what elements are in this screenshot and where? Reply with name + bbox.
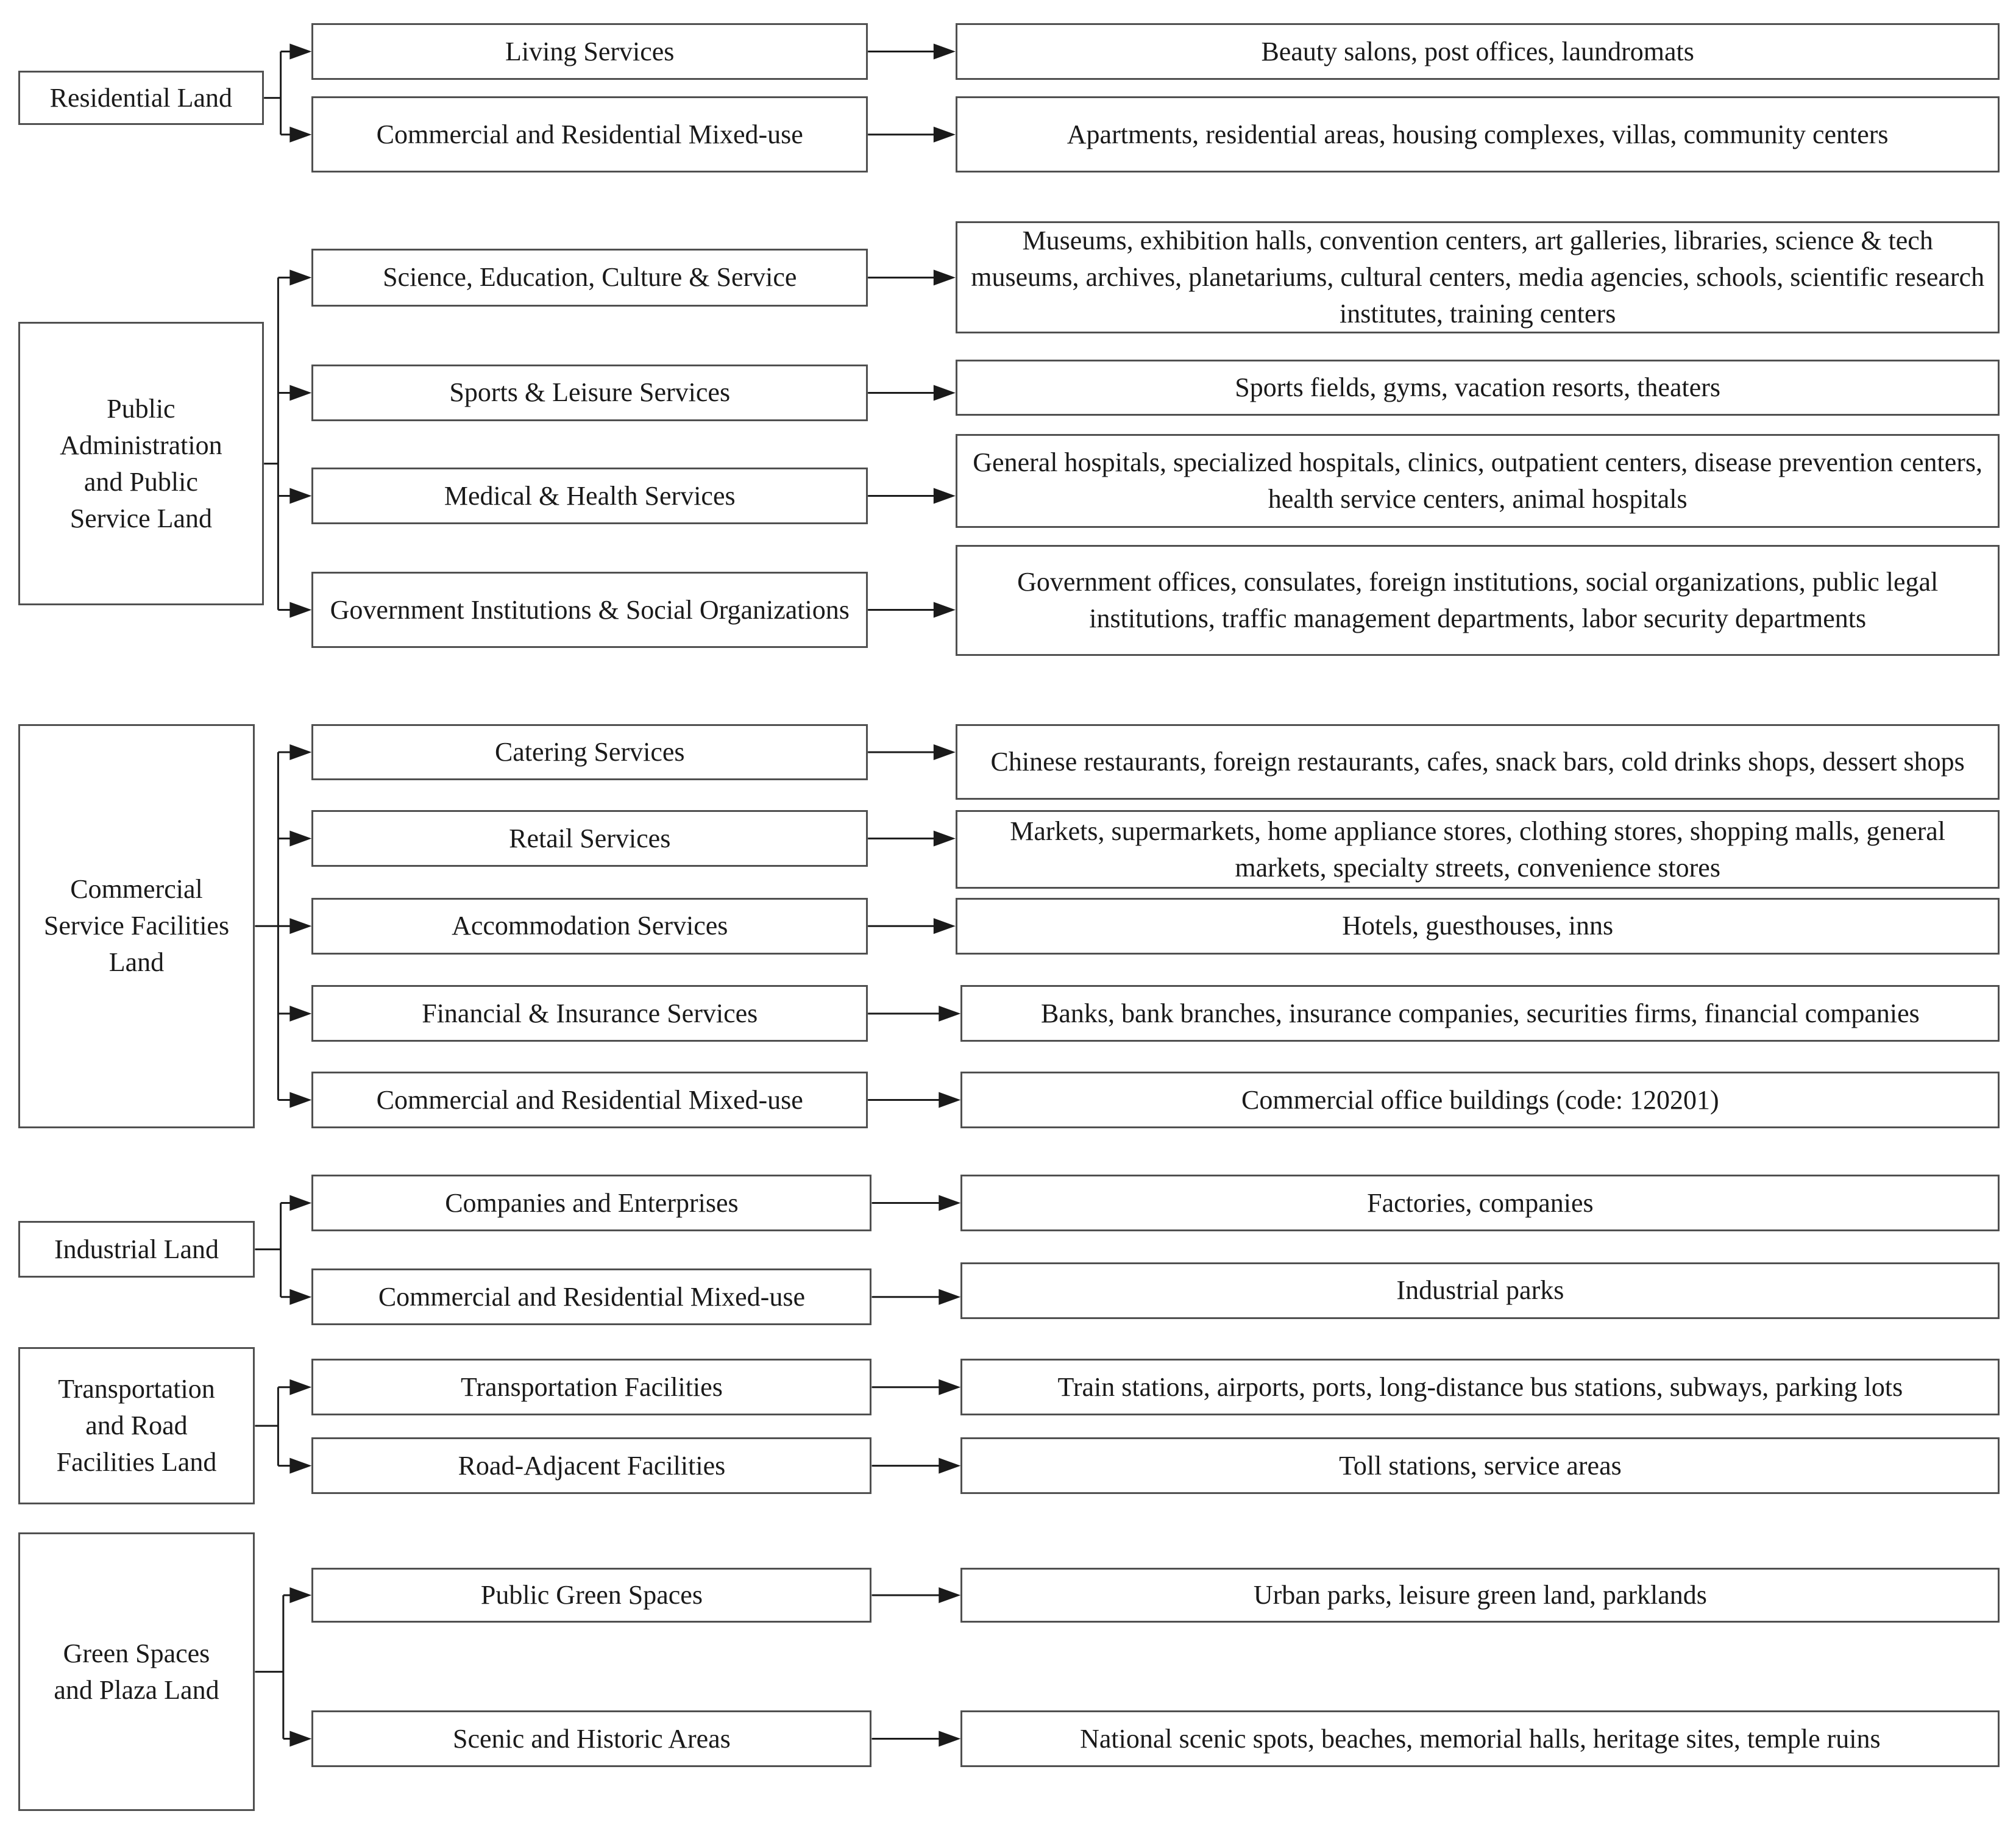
arrow-head: [934, 269, 956, 285]
service-box: [311, 898, 868, 955]
arrow-head: [289, 385, 311, 400]
category-label-line: Administration: [60, 430, 222, 460]
examples-label: Banks, bank branches, insurance companies, securities firms, financial companies: [1041, 998, 1920, 1028]
service-label: Transportation Facilities: [461, 1371, 723, 1402]
service-box: [311, 365, 868, 421]
examples-box: [956, 724, 2000, 800]
service-label: Government Institutions & Social Organizations: [330, 594, 850, 625]
service-label: Commercial and Residential Mixed-use: [378, 1281, 805, 1312]
service-label: Catering Services: [494, 736, 685, 767]
examples-box: [960, 1072, 2000, 1128]
arrow-head: [934, 918, 956, 934]
examples-box: [960, 1437, 2000, 1494]
arrow-head: [289, 831, 311, 847]
category-box-residential: [18, 71, 264, 125]
examples-box: [956, 545, 2000, 656]
service-box: [311, 249, 868, 307]
category-label-line: Green Spaces: [63, 1638, 210, 1668]
examples-box: [960, 1359, 2000, 1415]
examples-label: Beauty salons, post offices, laundromats: [1261, 36, 1694, 66]
service-label: Medical & Health Services: [444, 480, 736, 511]
service-box: [311, 724, 868, 781]
arrow-head: [289, 44, 311, 60]
examples-label: Toll stations, service areas: [1339, 1450, 1622, 1481]
arrow-head: [934, 744, 956, 760]
category-label-line: Residential Land: [49, 82, 233, 113]
arrow-head: [289, 744, 311, 760]
examples-label: Hotels, guesthouses, inns: [1342, 911, 1614, 941]
examples-box: [956, 360, 2000, 416]
arrow-head: [939, 1731, 960, 1747]
examples-label: Apartments, residential areas, housing complexes, villas, community centers: [1067, 119, 1889, 149]
category-label-line: Commercial: [70, 874, 203, 905]
service-label: Financial & Insurance Services: [422, 998, 758, 1028]
arrow-head: [934, 831, 956, 847]
arrow-head: [289, 1006, 311, 1022]
arrow-head: [939, 1092, 960, 1108]
arrow-head: [289, 1458, 311, 1474]
service-label: Retail Services: [509, 823, 671, 853]
examples-box: [960, 1175, 2000, 1231]
examples-label: Factories, companies: [1367, 1187, 1594, 1218]
examples-box: [956, 898, 2000, 955]
category-box-public-admin: [18, 322, 264, 605]
category-label-line: and Road: [85, 1411, 188, 1441]
category-label-line: and Public: [83, 466, 198, 497]
service-box: [311, 1568, 871, 1623]
examples-box: [960, 985, 2000, 1042]
category-label-line: Service Land: [69, 503, 213, 533]
examples-box: [960, 1262, 2000, 1319]
arrow-head: [289, 1289, 311, 1305]
category-label-line: Land: [108, 947, 165, 978]
service-label: Science, Education, Culture & Service: [383, 262, 797, 293]
service-box: [311, 96, 868, 173]
service-label: Scenic and Historic Areas: [453, 1723, 731, 1754]
arrow-head: [289, 269, 311, 285]
category-label-line: Transportation: [58, 1374, 215, 1404]
service-box: [311, 468, 868, 524]
service-label: Public Green Spaces: [480, 1579, 703, 1610]
service-label: Accommodation Services: [452, 911, 728, 941]
examples-label: Urban parks, leisure green land, parklands: [1253, 1579, 1707, 1610]
category-label-line: Industrial Land: [54, 1234, 219, 1264]
examples-label: Sports fields, gyms, vacation resorts, theaters: [1235, 372, 1721, 402]
category-label-line: Public: [107, 393, 176, 424]
arrow-head: [289, 1587, 311, 1603]
arrow-head: [289, 602, 311, 618]
examples-label: Industrial parks: [1396, 1275, 1564, 1306]
examples-box: [956, 96, 2000, 173]
arrow-head: [939, 1006, 960, 1022]
service-box: [311, 1268, 871, 1325]
arrow-head: [934, 602, 956, 618]
arrow-head: [939, 1458, 960, 1474]
examples-box: [956, 221, 2000, 333]
arrow-head: [289, 918, 311, 934]
examples-box: [956, 434, 2000, 528]
examples-label: General hospitals, specialized hospitals, clinics, outpatient centers, disease prevention centers, health service centers, animal hospitals: [973, 447, 1983, 514]
category-label-line: and Plaza Land: [54, 1674, 219, 1705]
arrow-head: [939, 1195, 960, 1211]
arrow-head: [934, 385, 956, 400]
arrow-head: [289, 1731, 311, 1747]
arrow-head: [289, 488, 311, 504]
arrow-head: [289, 127, 311, 143]
category-label-line: Facilities Land: [56, 1447, 217, 1478]
examples-box: [960, 1710, 2000, 1767]
examples-label: National scenic spots, beaches, memorial halls, heritage sites, temple ruins: [1080, 1723, 1881, 1754]
service-box: [311, 23, 868, 80]
service-box: [311, 1359, 871, 1415]
service-box: [311, 810, 868, 867]
service-box: [311, 1072, 868, 1128]
examples-label: Commercial office buildings (code: 120201): [1241, 1084, 1719, 1115]
category-box-transport: [18, 1347, 255, 1504]
arrow-head: [934, 44, 956, 60]
service-label: Companies and Enterprises: [445, 1187, 739, 1218]
arrow-head: [934, 127, 956, 143]
arrow-head: [289, 1195, 311, 1211]
arrow-head: [289, 1379, 311, 1395]
arrow-head: [289, 1092, 311, 1108]
examples-box: [956, 23, 2000, 80]
arrow-head: [939, 1379, 960, 1395]
arrow-head: [939, 1587, 960, 1603]
service-box: [311, 1710, 871, 1767]
category-label-line: Service Facilities: [43, 911, 230, 941]
service-box: [311, 985, 868, 1042]
examples-label: Train stations, airports, ports, long-distance bus stations, subways, parking lots: [1057, 1371, 1903, 1402]
arrow-head: [939, 1289, 960, 1305]
service-box: [311, 1437, 871, 1494]
service-label: Commercial and Residential Mixed-use: [376, 119, 803, 149]
category-box-commercial: [18, 724, 255, 1128]
examples-label: Museums, exhibition halls, convention centers, art galleries, libraries, science & tech museums, archives, planetariums, cultural centers, media agencies, schools, scientific research institutes, training centers: [971, 226, 1985, 329]
examples-label: Markets, supermarkets, home appliance stores, clothing stores, shopping malls, general markets, specialty streets, convenience stores: [1010, 816, 1946, 883]
service-label: Commercial and Residential Mixed-use: [376, 1084, 803, 1115]
category-box-industrial: [18, 1221, 255, 1278]
examples-box: [960, 1568, 2000, 1623]
service-label: Living Services: [505, 36, 675, 66]
service-label: Road-Adjacent Facilities: [458, 1450, 726, 1481]
service-box: [311, 1175, 871, 1231]
examples-label: Government offices, consulates, foreign institutions, social organizations, public legal institutions, traffic management departments, labor security departments: [1017, 566, 1939, 633]
examples-box: [956, 810, 2000, 889]
service-box: [311, 572, 868, 648]
category-box-green: [18, 1532, 255, 1810]
arrow-head: [934, 488, 956, 504]
service-label: Sports & Leisure Services: [449, 377, 731, 408]
examples-label: Chinese restaurants, foreign restaurants, cafes, snack bars, cold drinks shops, dessert shops: [990, 746, 1965, 777]
